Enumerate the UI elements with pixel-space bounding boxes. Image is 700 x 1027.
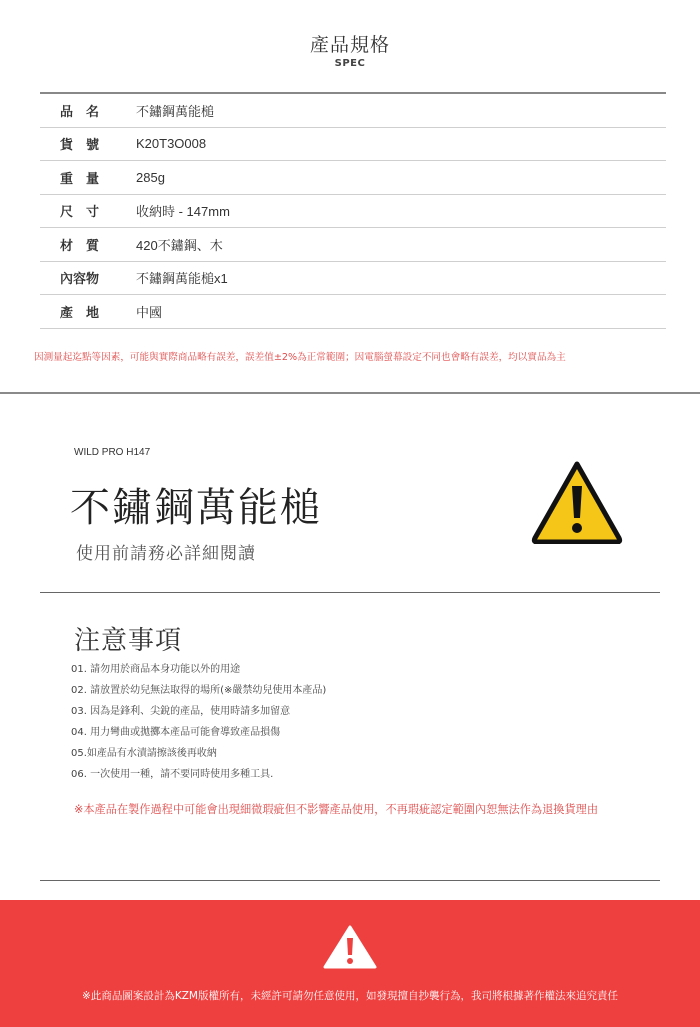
spec-row-material: [40, 228, 666, 262]
spec-value: 收納時 - 147mm: [136, 204, 230, 220]
notice-list: [71, 663, 326, 789]
spec-key: 貨 號: [60, 138, 100, 154]
spec-row-name: [40, 94, 666, 128]
product-subtitle: 使用前請務必詳細閱讀: [76, 544, 256, 564]
spec-row-origin: [40, 295, 666, 329]
defect-disclaimer: ※本產品在製作過程中可能會出現細微瑕疵但不影響產品使用，不再瑕疵認定範圍內恕無法作為退換貨理由: [74, 803, 599, 816]
list-item: 03. 因為是鋒利、尖銳的產品，使用時請多加留意: [71, 706, 291, 717]
spec-row-size: [40, 195, 666, 229]
copyright-notice: ※此商品圖案設計為KZM版權所有，未經許可請勿任意使用，如發現擅自抄襲行為，我司將根據著作權法來追究責任: [82, 990, 618, 1002]
spec-title: 產品規格: [309, 34, 390, 56]
spec-key: 重 量: [60, 171, 100, 187]
section-divider: [0, 392, 700, 394]
section-divider: [40, 592, 660, 593]
list-item: 02. 請放置於幼兒無法取得的場所(※嚴禁幼兒使用本產品): [71, 685, 327, 696]
spec-row-weight: [40, 161, 666, 195]
spec-row-contents: [40, 262, 666, 296]
spec-row-sku: [40, 128, 666, 162]
spec-measurement-note: 因測量起迄點等因素，可能與實際商品略有誤差，誤差值±2%為正常範圍；因電腦螢幕設定不同也會略有誤差，均以實品為主: [34, 352, 566, 363]
product-title: 不鏽鋼萬能槌: [70, 485, 322, 531]
list-item: 06. 一次使用一種，請不要同時使用多種工具.: [71, 769, 274, 780]
notice-title: 注意事項: [74, 626, 183, 656]
spec-key: 材 質: [60, 238, 100, 254]
spec-value: 285g: [136, 169, 165, 185]
spec-key: 產 地: [60, 305, 100, 321]
spec-value: 不鏽鋼萬能槌x1: [136, 271, 228, 287]
warning-triangle-icon: [531, 460, 623, 544]
list-item: 04. 用力彎曲或拋擲本產品可能會導致產品損傷: [71, 727, 281, 738]
spec-value: 不鏽鋼萬能槌: [136, 103, 215, 119]
copyright-footer: [0, 900, 700, 1027]
spec-key: 尺 寸: [60, 205, 100, 221]
list-item: 01. 請勿用於商品本身功能以外的用途: [71, 664, 241, 675]
spec-table: [40, 92, 666, 329]
product-model: WILD PRO H147: [74, 447, 151, 458]
spec-key: 內容物: [60, 272, 100, 288]
spec-value: 中國: [136, 304, 163, 320]
spec-value: K20T3O008: [136, 136, 207, 152]
spec-value: 420不鏽鋼、木: [136, 237, 223, 253]
spec-subtitle: SPEC: [334, 58, 366, 69]
warning-triangle-icon: [322, 924, 378, 970]
section-divider: [40, 880, 660, 881]
spec-key: 品 名: [60, 104, 100, 120]
list-item: 05.如產品有水漬請擦該後再收納: [71, 748, 217, 759]
